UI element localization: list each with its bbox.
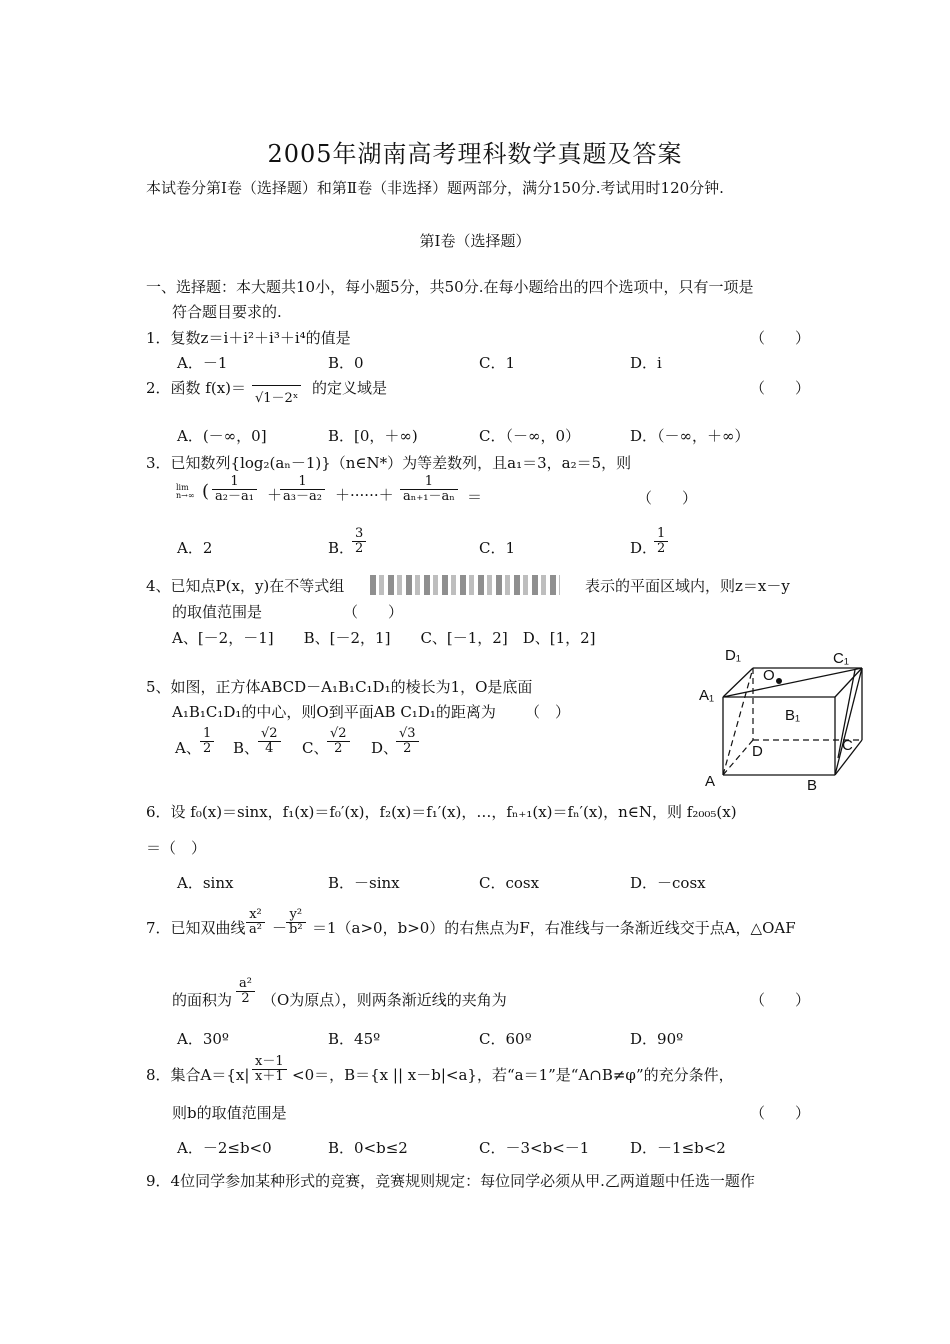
q5-answer-paren: （ ） xyxy=(525,703,571,721)
q5-option-c-den: 2 xyxy=(334,741,343,757)
q6-option-c: C．cosx xyxy=(479,874,540,892)
q3-term2 xyxy=(280,475,325,505)
cube-figure xyxy=(695,640,865,795)
q5-option-b xyxy=(258,727,281,757)
q6-line2: ＝（ ） xyxy=(146,839,207,857)
q2-stem-pre: 2．函数 f(x)＝ xyxy=(146,379,247,397)
q3-option-b xyxy=(352,527,366,557)
section-instructions-line2: 符合题目要求的. xyxy=(172,303,282,321)
q5-option-c xyxy=(327,727,350,757)
q3-limit: lim n→∞ xyxy=(176,483,195,500)
q7-x-frac xyxy=(246,908,265,938)
q3-dots: ＋······＋ xyxy=(335,486,394,504)
q7-option-a: A．30º xyxy=(177,1030,229,1048)
q3-option-b-label: B． xyxy=(328,539,355,557)
q5-option-d-num: √3 xyxy=(396,727,419,742)
q7-answer-paren: （ ） xyxy=(750,991,811,1009)
q7-minus: － xyxy=(272,919,288,937)
q3-option-d xyxy=(654,527,668,557)
q5-option-d-label: D、 xyxy=(371,739,399,757)
q3-term1-den: a₂－a₁ xyxy=(215,489,254,505)
label-b1: B₁ xyxy=(785,707,801,724)
q4-line2: 的取值范围是 xyxy=(172,603,263,621)
q7-area-den: 2 xyxy=(241,991,250,1007)
q5-option-b-label: B、 xyxy=(233,739,260,757)
q3-option-d-label: D． xyxy=(630,539,658,557)
exam-intro: 本试卷分第Ⅰ卷（选择题）和第Ⅱ卷（非选择）题两部分，满分150分.考试用时120分钟. xyxy=(146,179,724,197)
q3-option-a: A．2 xyxy=(177,539,213,557)
label-d1: D₁ xyxy=(725,647,741,664)
q6-option-a: A．sinx xyxy=(177,874,234,892)
q5-option-d xyxy=(396,727,419,757)
label-c: C xyxy=(842,737,853,754)
q3-option-c: C．1 xyxy=(479,539,516,557)
q2-option-a: A．(－∞，0] xyxy=(177,427,267,445)
q7-option-b: B．45º xyxy=(328,1030,381,1048)
q5-option-c-num: √2 xyxy=(327,727,350,742)
q5-option-a-den: 2 xyxy=(203,741,212,757)
q3-term3-den: aₙ₊₁－aₙ xyxy=(403,489,455,505)
q3-stem: 3．已知数列{log₂(aₙ－1)}（n∈N*）为等差数列，且a₁＝3，a₂＝5，则 xyxy=(146,454,632,472)
q3-option-d-num: 1 xyxy=(654,527,668,542)
q2-option-c: C．（－∞，0） xyxy=(479,427,581,445)
q7-x-den: a² xyxy=(249,922,262,938)
q4-inequality-system xyxy=(370,575,560,595)
q1-option-d: D．i xyxy=(630,354,662,372)
q7-x-num: x² xyxy=(246,908,265,923)
q8-num: x－1 xyxy=(252,1055,287,1070)
q7-y-num: y² xyxy=(286,908,306,923)
q8-option-d: D．－1≤b<2 xyxy=(630,1139,726,1157)
part-heading: 第Ⅰ卷（选择题） xyxy=(419,232,531,250)
q3-open-paren: ( xyxy=(202,481,210,502)
q9-line1: 9．4位同学参加某种形式的竞赛，竞赛规则规定：每位同学必须从甲.乙两道题中任选一题作 xyxy=(146,1172,755,1190)
q8-post: <0＝，B＝{x || x－b|<a}，若“a＝1”是“A∩B≠φ”的充分条件， xyxy=(292,1066,734,1084)
q7-post: ＝1（a>0，b>0）的右焦点为F，右准线与一条渐近线交于点A，△OAF xyxy=(312,919,796,937)
q2-answer-paren: （ ） xyxy=(750,379,811,397)
q5-option-b-num: √2 xyxy=(258,727,281,742)
diag-bc1 xyxy=(835,668,862,775)
label-a1: A₁ xyxy=(699,687,715,704)
q4-stem-pre: 4、已知点P(x，y)在不等式组 xyxy=(146,577,345,595)
q8-answer-paren: （ ） xyxy=(750,1104,811,1122)
q8-den: x＋1 xyxy=(255,1069,284,1085)
q2-option-b: B．[0，＋∞) xyxy=(328,427,418,445)
q5-option-c-label: C、 xyxy=(302,739,329,757)
q3-answer-paren: （ ） xyxy=(637,489,698,507)
q8-frac xyxy=(252,1055,287,1085)
q7-y-frac xyxy=(286,908,306,938)
label-d: D xyxy=(752,743,763,760)
q3-equals: ＝ xyxy=(467,488,483,506)
q7-area-frac xyxy=(236,977,255,1007)
q1-answer-paren: （ ） xyxy=(750,329,811,347)
q3-term3-num: 1 xyxy=(400,475,458,490)
q5-option-a xyxy=(200,727,214,757)
q1-option-a: A．－1 xyxy=(177,354,228,372)
section-instructions-line1: 一、选择题：本大题共10小，每小题5分，共50分.在每小题给出的四个选项中，只有一项是 xyxy=(146,278,754,296)
q5-line1: 5、如图，正方体ABCD－A₁B₁C₁D₁的棱长为1，O是底面 xyxy=(146,678,533,696)
q7-area-num: a² xyxy=(236,977,255,992)
q7-line2-pre: 的面积为 xyxy=(172,991,233,1009)
q3-option-b-num: 3 xyxy=(352,527,366,542)
q2-stem-post: 的定义域是 xyxy=(312,379,388,397)
diag-a1c1 xyxy=(723,668,862,697)
q7-option-d: D．90º xyxy=(630,1030,684,1048)
q7-line2-post: （O为原点），则两条渐近线的夹角为 xyxy=(262,991,507,1009)
q3-plus: ＋ xyxy=(267,486,283,504)
point-o xyxy=(776,678,782,684)
q5-option-d-den: 2 xyxy=(403,741,412,757)
q6-option-b: B．－sinx xyxy=(328,874,400,892)
q1-option-c: C．1 xyxy=(479,354,516,372)
q3-term1 xyxy=(212,475,257,505)
q7-option-c: C．60º xyxy=(479,1030,532,1048)
diag-ad1-hidden xyxy=(723,668,753,775)
q3-term2-den: a₃－a₂ xyxy=(283,489,322,505)
q7-pre: 7．已知双曲线 xyxy=(146,919,246,937)
q4-answer-paren: （ ） xyxy=(343,603,404,621)
q5-option-a-label: A、 xyxy=(175,739,201,757)
q8-option-b: B．0<b≤2 xyxy=(328,1139,408,1157)
q8-pre: 8．集合A＝{x| xyxy=(146,1066,250,1084)
q6-option-d: D．－cosx xyxy=(630,874,706,892)
label-a: A xyxy=(705,773,716,790)
q3-option-d-den: 2 xyxy=(657,541,666,557)
q8-option-c: C．－3<b<－1 xyxy=(479,1139,590,1157)
q2-denominator: √1－2ˣ xyxy=(252,385,301,407)
q8-option-a: A．－2≤b<0 xyxy=(177,1139,272,1157)
q8-line2: 则b的取值范围是 xyxy=(172,1104,287,1122)
q4-stem-post: 表示的平面区域内，则z＝x－y xyxy=(585,577,790,595)
q1-option-b: B．0 xyxy=(328,354,364,372)
q3-term1-num: 1 xyxy=(212,475,257,490)
q1-stem: 1．复数z＝i＋i²＋i³＋i⁴的值是 xyxy=(146,329,351,347)
q7-y-den: b² xyxy=(289,922,303,938)
q3-term2-num: 1 xyxy=(280,475,325,490)
q2-option-d: D．（－∞，＋∞） xyxy=(630,427,750,445)
q5-line2: A₁B₁C₁D₁的中心，则O到平面AB C₁D₁的距离为 xyxy=(172,703,496,721)
q5-option-a-num: 1 xyxy=(200,727,214,742)
q4-options: A、[－2，－1] B、[－2，1] C、[－1，2] D、[1，2] xyxy=(172,629,596,647)
label-o: O xyxy=(763,667,775,684)
q6-line1: 6．设 f₀(x)＝sinx，f₁(x)＝f₀′(x)，f₂(x)＝f₁′(x)，…，fₙ₊₁(x)＝fₙ′(x)，n∈N，则 f₂₀₀₅(x) xyxy=(146,803,737,821)
label-b: B xyxy=(807,777,818,794)
label-c1: C₁ xyxy=(833,650,849,667)
q5-option-b-den: 4 xyxy=(265,741,274,757)
edge-ad-hidden xyxy=(723,740,753,775)
q3-term3 xyxy=(400,475,458,505)
q3-option-b-den: 2 xyxy=(355,541,364,557)
page-title: 2005年湖南高考理科数学真题及答案 xyxy=(267,140,683,168)
